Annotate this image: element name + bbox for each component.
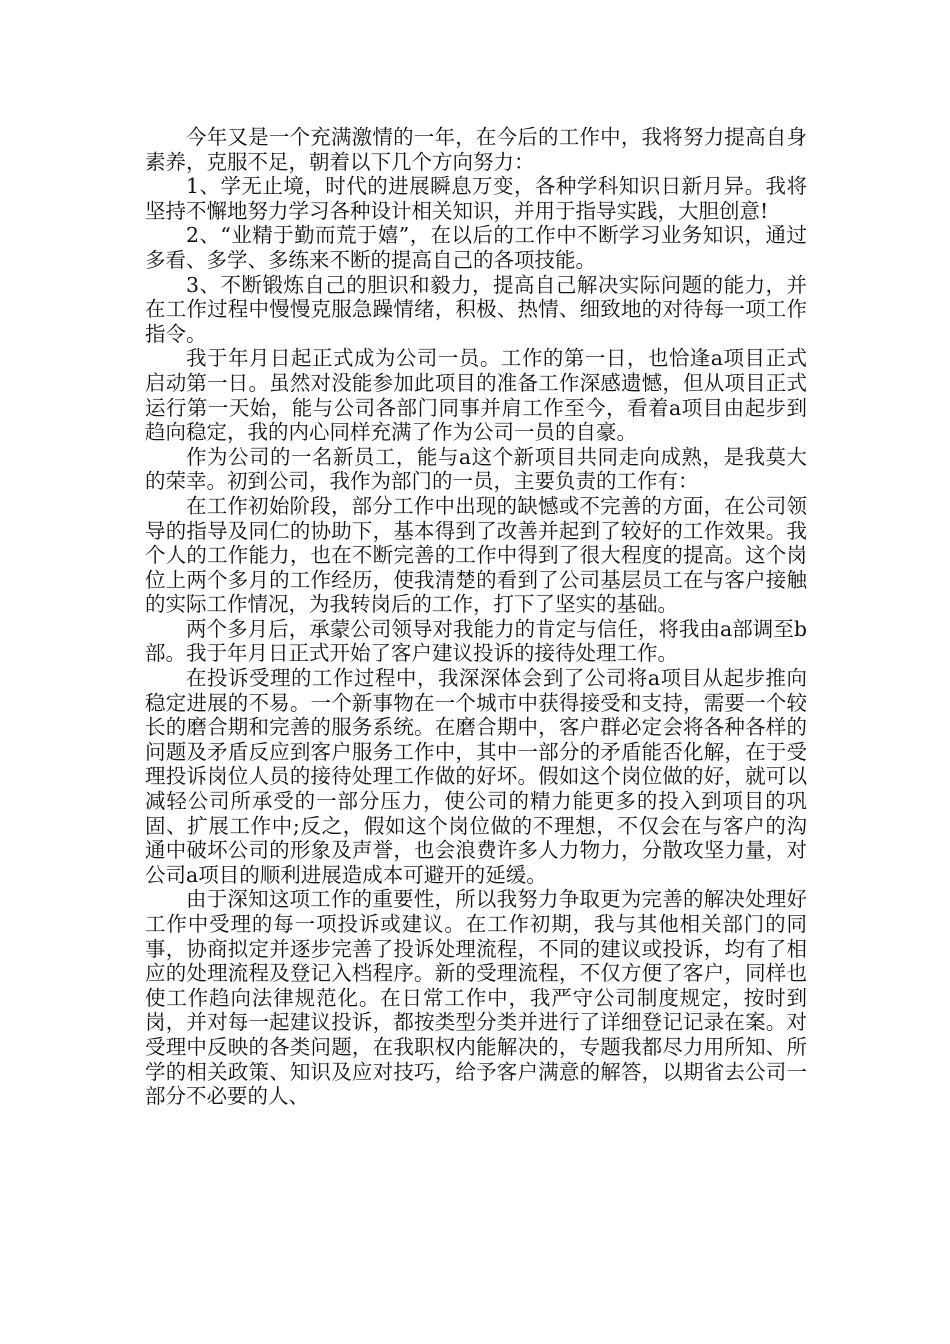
paragraph-intro: 今年又是一个充满激情的一年，在今后的工作中，我将努力提高自身素养，克服不足，朝着以下几个方向努力： — [145, 125, 807, 174]
paragraph-initial-stage: 在工作初始阶段，部分工作中出现的缺憾或不完善的方面，在公司领导的指导及同仁的协助下，基本得到了改善并起到了较好的工作效果。我个人的工作能力，也在不断完善的工作中得到了很大程度的提高。这个岗位上两个多月的工作经历，使我清楚的看到了公司基层员工在与客户接触的实际工作情况，为我转岗后的工作，打下了坚实的基础。 — [145, 493, 807, 617]
paragraph-complaint-handling: 在投诉受理的工作过程中，我深深体会到了公司将a项目从起步推向稳定进展的不易。一个新事物在一个城市中获得接受和支持，需要一个较长的磨合期和完善的服务系统。在磨合期中，客户群必定会将各种各样的问题及矛盾反应到客户服务工作中，其中一部分的矛盾能否化解，在于受理投诉岗位人员的接待处理工作做的好坏。假如这个岗位做的好，就可以减轻公司所承受的一部分压力，使公司的精力能更多的投入到项目的巩固、扩展工作中;反之，假如这个岗位做的不理想，不仅会在与客户的沟通中破坏公司的形象及声誉，也会浪费许多人力物力，分散攻坚力量，对公司a项目的顺利进展造成本可避开的延缓。 — [145, 666, 807, 887]
paragraph-work-importance: 由于深知这项工作的重要性，所以我努力争取更为完善的解决处理好工作中受理的每一项投诉或建议。在工作初期，我与其他相关部门的同事，协商拟定并逐步完善了投诉处理流程，不同的建议或投诉，均有了相应的处理流程及登记入档程序。新的受理流程，不仅方便了客户，同样也使工作趋向法律规范化。在日常工作中，我严守公司制度规定，按时到岗，并对每一起建议投诉，都按类型分类并进行了详细登记记录在案。对受理中反映的各类问题，在我职权内能解决的，专题我都尽力用所知、所学的相关政策、知识及应对技巧，给予客户满意的解答，以期省去公司一部分不必要的人、 — [145, 887, 807, 1109]
paragraph-transfer: 两个多月后，承蒙公司领导对我能力的肯定与信任，将我由a部调至b部。我于年月日正式开始了客户建议投诉的接待处理工作。 — [145, 616, 807, 666]
paragraph-joining: 我于年月日起正式成为公司一员。工作的第一日，也恰逢a项目正式启动第一日。虽然对没能参加此项目的准备工作深感遗憾，但从项目正式运行第一天始，能与公司各部门同事并肩工作至今，看着a项目由起步到趋向稳定，我的内心同样充满了作为公司一员的自豪。 — [145, 346, 807, 445]
paragraph-point-3: 3、不断锻炼自己的胆识和毅力，提高自己解决实际问题的能力，并在工作过程中慢慢克服急躁情绪，积极、热情、细致地的对待每一项工作指令。 — [145, 272, 807, 346]
paragraph-new-employee: 作为公司的一名新员工，能与a这个新项目共同走向成熟，是我莫大的荣幸。初到公司，我作为部门的一员，主要负责的工作有： — [145, 444, 807, 494]
paragraph-point-1: 1、学无止境，时代的进展瞬息万变，各种学科知识日新月异。我将坚持不懈地努力学习各种设计相关知识，并用于指导实践，大胆创意! — [145, 174, 807, 223]
paragraph-point-2: 2、“业精于勤而荒于嬉”，在以后的工作中不断学习业务知识，通过多看、多学、多练来不断的提高自己的各项技能。 — [145, 223, 807, 272]
document-body — [145, 125, 807, 1109]
